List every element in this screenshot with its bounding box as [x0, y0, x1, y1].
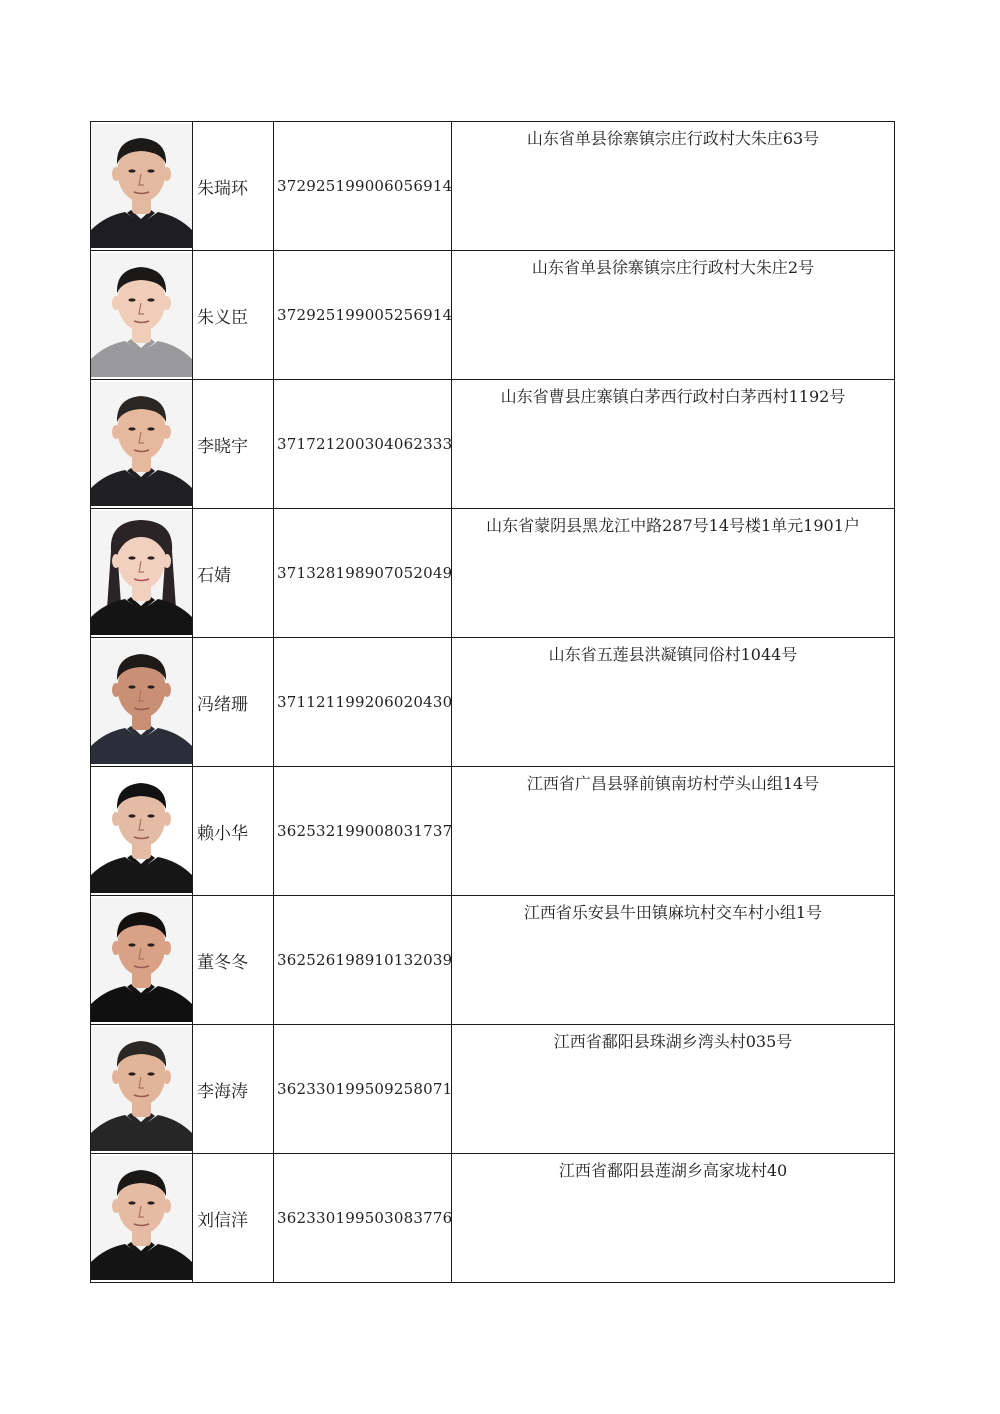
portrait-male-photo	[91, 1027, 192, 1151]
id-number-cell: 362532199008031737	[274, 767, 452, 896]
person-row	[91, 638, 895, 767]
address-cell: 山东省蒙阴县黑龙江中路287号14号楼1单元1901户	[452, 509, 895, 638]
person-row	[91, 251, 895, 380]
address-cell: 山东省单县徐寨镇宗庄行政村大朱庄63号	[452, 122, 895, 251]
person-row	[91, 122, 895, 251]
portrait-male-photo	[91, 640, 192, 764]
person-row	[91, 767, 895, 896]
person-row	[91, 1025, 895, 1154]
id-number-cell: 371121199206020430	[274, 638, 452, 767]
portrait-male-photo	[91, 1156, 192, 1280]
address-cell: 山东省曹县庄寨镇白茅西行政村白茅西村1192号	[452, 380, 895, 509]
photo-cell	[91, 896, 193, 1025]
person-table-body	[91, 122, 895, 1283]
portrait-male-photo	[91, 124, 192, 248]
photo-cell	[91, 1154, 193, 1283]
name-cell: 刘信洋	[193, 1154, 274, 1283]
photo-cell	[91, 380, 193, 509]
id-number-cell: 371328198907052049	[274, 509, 452, 638]
id-number-cell: 362330199509258071	[274, 1025, 452, 1154]
portrait-male-photo	[91, 769, 192, 893]
address-cell: 山东省五莲县洪凝镇同俗村1044号	[452, 638, 895, 767]
name-cell: 董冬冬	[193, 896, 274, 1025]
person-row	[91, 380, 895, 509]
photo-cell	[91, 251, 193, 380]
id-number-cell: 362526198910132039	[274, 896, 452, 1025]
portrait-male-photo	[91, 898, 192, 1022]
id-number-cell: 372925199006056914	[274, 122, 452, 251]
id-number-cell: 371721200304062333	[274, 380, 452, 509]
name-cell: 赖小华	[193, 767, 274, 896]
portrait-male-photo	[91, 382, 192, 506]
address-cell: 江西省广昌县驿前镇南坊村苧头山组14号	[452, 767, 895, 896]
name-cell: 朱瑞环	[193, 122, 274, 251]
portrait-male-photo	[91, 253, 192, 377]
id-number-cell: 362330199503083776	[274, 1154, 452, 1283]
id-number-cell: 372925199005256914	[274, 251, 452, 380]
address-cell: 山东省单县徐寨镇宗庄行政村大朱庄2号	[452, 251, 895, 380]
name-cell: 冯绪珊	[193, 638, 274, 767]
name-cell: 石婧	[193, 509, 274, 638]
photo-cell	[91, 767, 193, 896]
person-row	[91, 509, 895, 638]
photo-cell	[91, 638, 193, 767]
person-row	[91, 1154, 895, 1283]
address-cell: 江西省鄱阳县珠湖乡湾头村035号	[452, 1025, 895, 1154]
photo-cell	[91, 122, 193, 251]
name-cell: 朱义臣	[193, 251, 274, 380]
address-cell: 江西省乐安县牛田镇麻坑村交车村小组1号	[452, 896, 895, 1025]
address-cell: 江西省鄱阳县莲湖乡高家垅村40	[452, 1154, 895, 1283]
person-row	[91, 896, 895, 1025]
photo-cell	[91, 1025, 193, 1154]
name-cell: 李晓宇	[193, 380, 274, 509]
portrait-female-photo	[91, 511, 192, 635]
name-cell: 李海涛	[193, 1025, 274, 1154]
photo-cell	[91, 509, 193, 638]
person-table	[90, 121, 895, 1283]
